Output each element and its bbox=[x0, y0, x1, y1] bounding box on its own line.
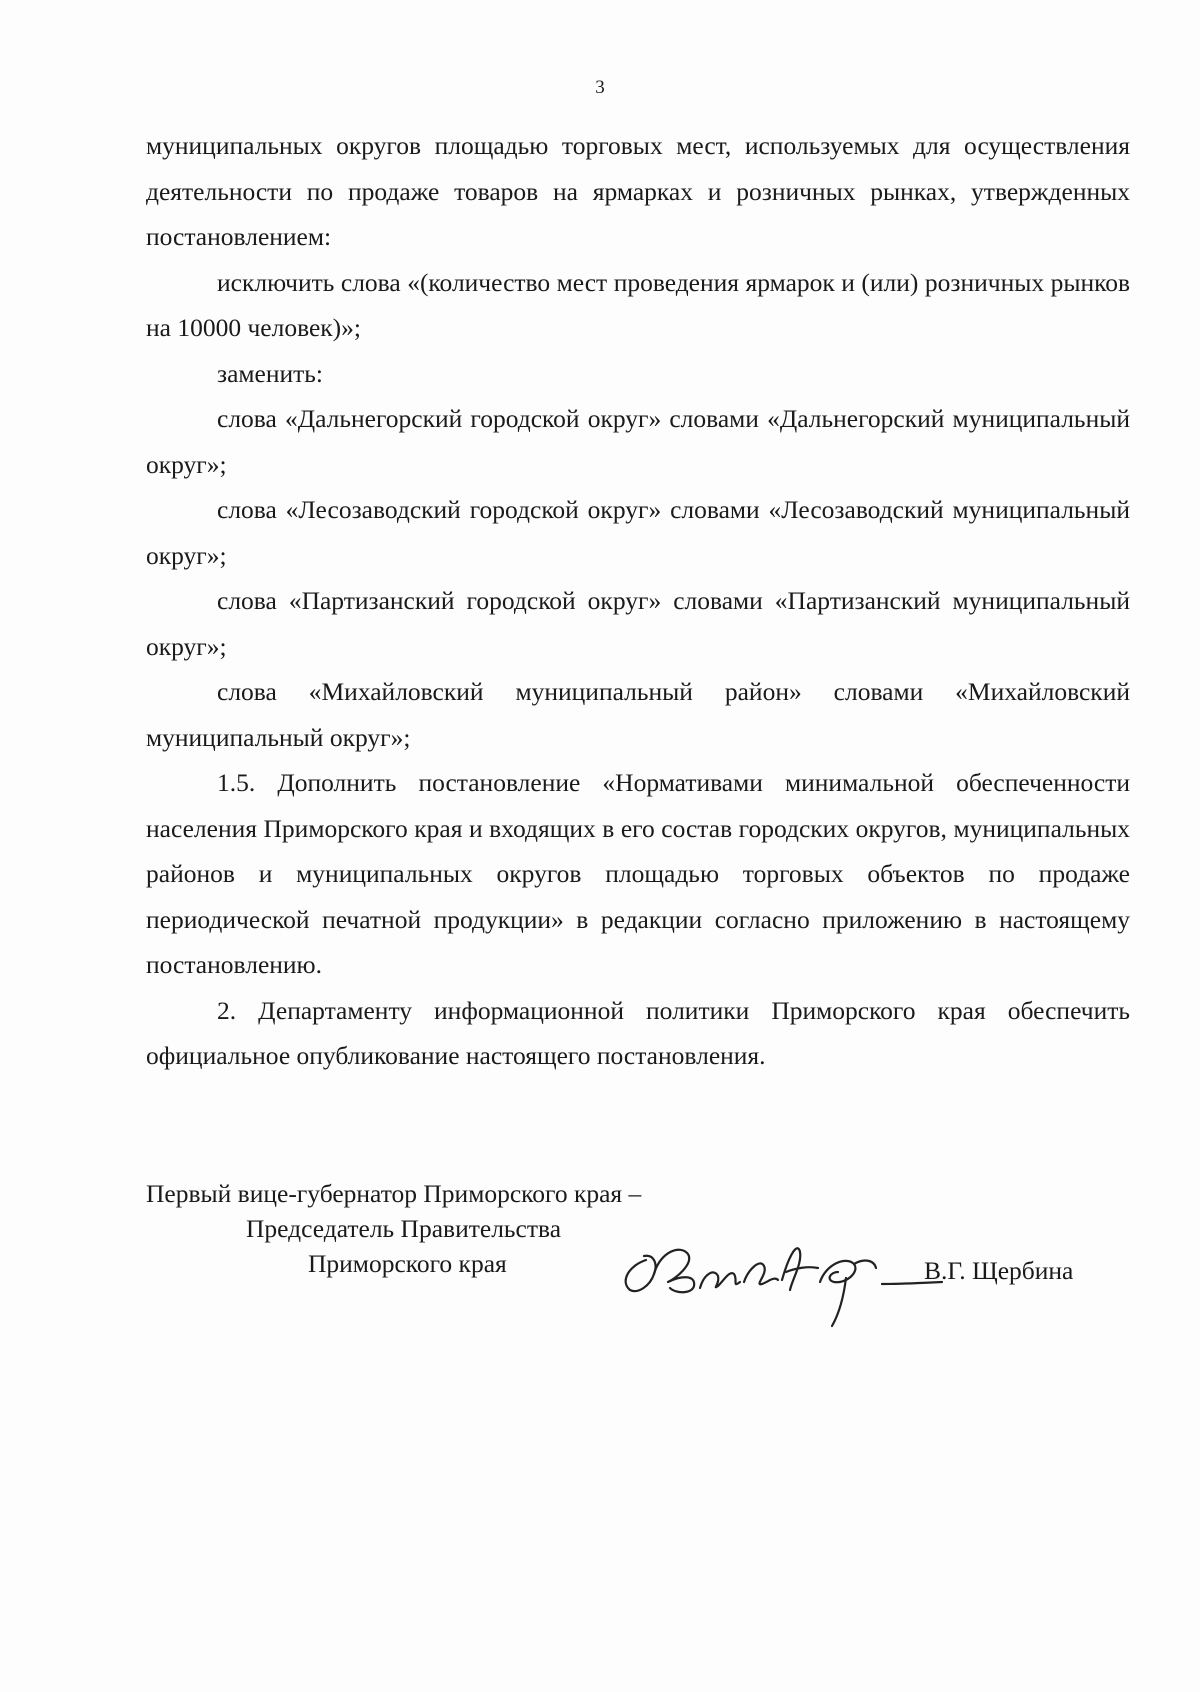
signatory-title-line-2: Председатель Правительства bbox=[246, 1214, 562, 1243]
handwritten-signature bbox=[614, 1230, 944, 1330]
signatory-title-line-3: Приморского края bbox=[308, 1249, 507, 1278]
paragraph-replace-partizansky: слова «Партизанский городской округ» словами «Партизанский муниципальный округ»; bbox=[146, 586, 1130, 661]
signature-block bbox=[146, 1176, 1130, 1336]
paragraph-item-1-5: 1.5. Дополнить постановление «Нормативами минимальной обеспеченности населения Приморского края и входящих в его состав городских округов, муниципальных районов и муниципальных округов площадью торговых объектов по продаже периодической печатной продукции» в редакции согласно приложению в настоящему постановлению. bbox=[146, 768, 1130, 979]
paragraph-replace-mikhaylovsky: слова «Михайловский муниципальный район» словами «Михайловский муниципальный округ»; bbox=[146, 677, 1130, 752]
paragraph-replace-lesozavodsky: слова «Лесозаводский городской округ» словами «Лесозаводский муниципальный округ»; bbox=[146, 495, 1130, 570]
paragraph-continuation: муниципальных округов площадью торговых мест, используемых для осуществления деятельности по продаже товаров на ярмарках и розничных рынках, утвержденных постановлением: bbox=[146, 131, 1130, 251]
paragraph-replace-dalnegorsky: слова «Дальнегорский городской округ» словами «Дальнегорский муниципальный округ»; bbox=[146, 404, 1130, 479]
signatory-name: В.Г. Щербина bbox=[924, 1256, 1074, 1285]
signatory-title-line-1: Первый вице-губернатор Приморского края – bbox=[146, 1179, 642, 1208]
document-body bbox=[146, 123, 1130, 1079]
paragraph-item-2: 2. Департаменту информационной политики Приморского края обеспечить официальное опубликование настоящего постановления. bbox=[146, 995, 1130, 1070]
page-number: 3 bbox=[595, 77, 605, 98]
paragraph-exclude-words: исключить слова «(количество мест проведения ярмарок и (или) розничных рынков на 10000 человек)»; bbox=[146, 267, 1130, 342]
paragraph-replace-heading: заменить: bbox=[217, 358, 323, 388]
